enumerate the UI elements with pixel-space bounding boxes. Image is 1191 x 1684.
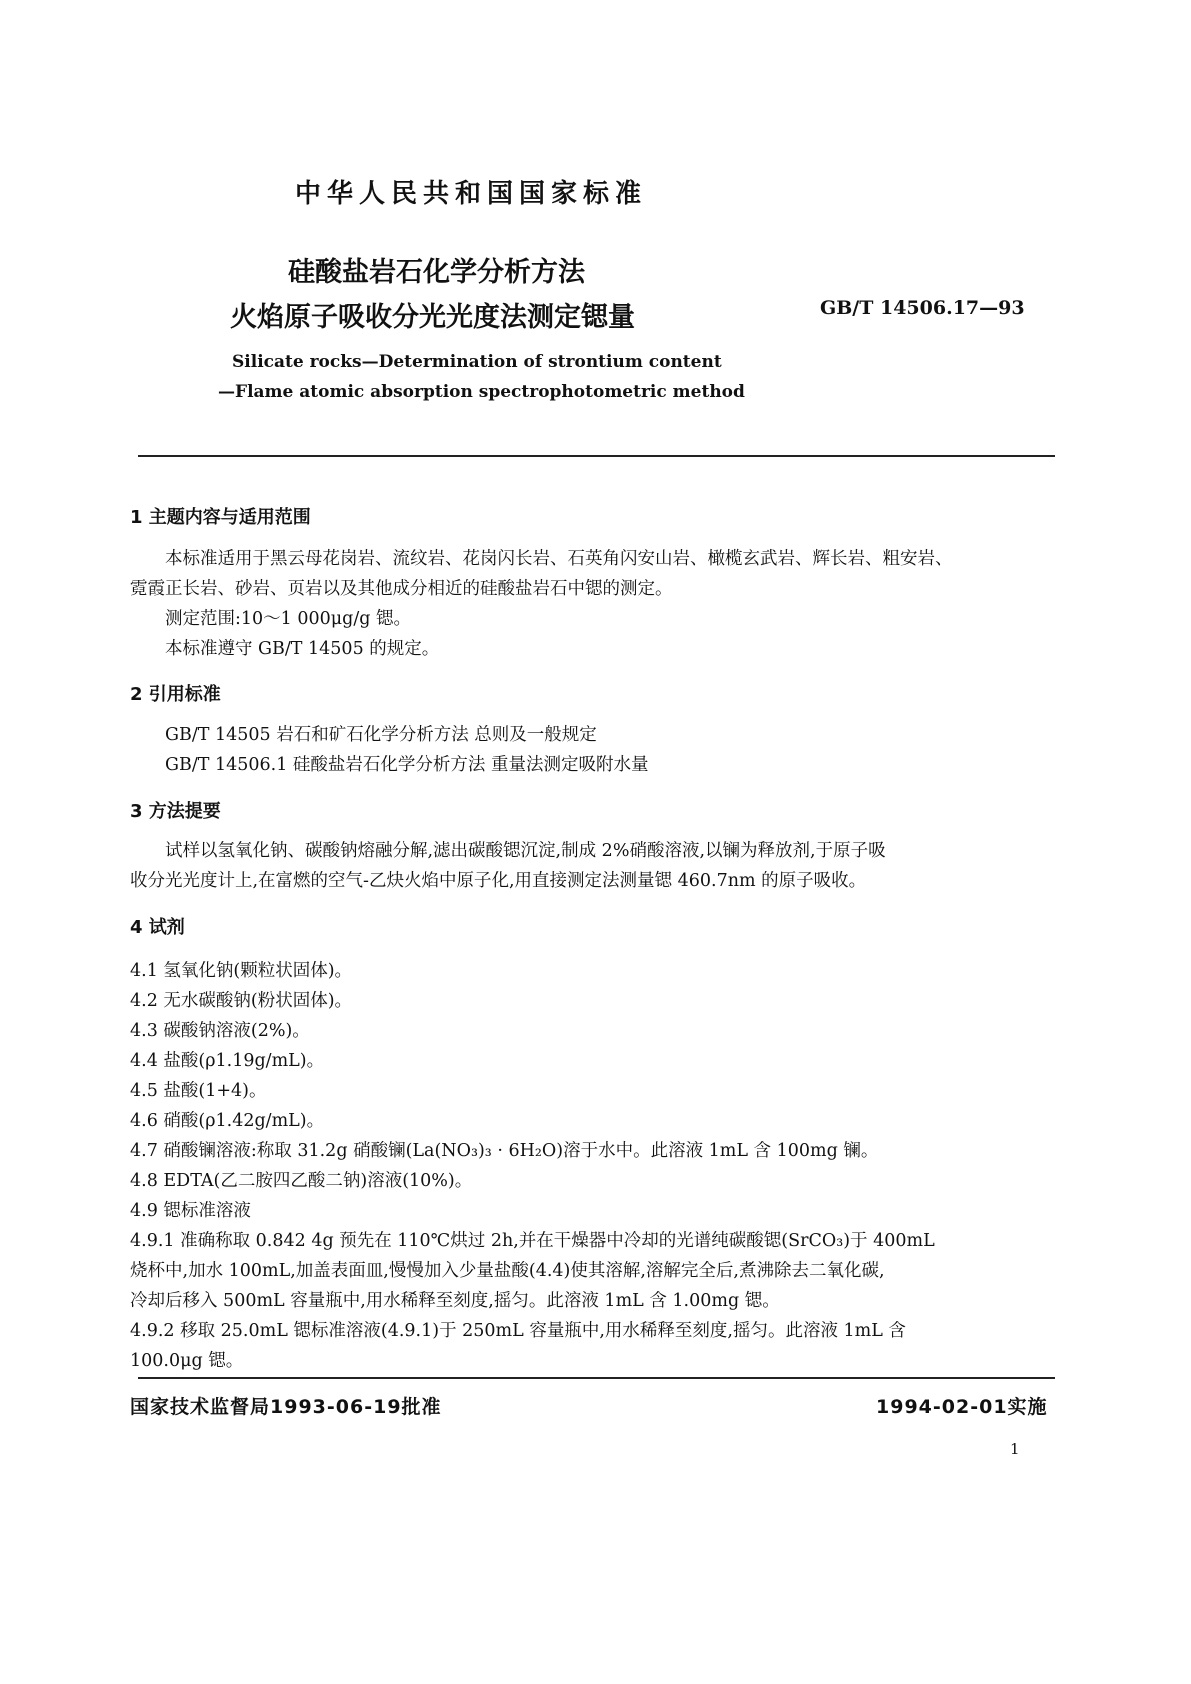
section-1-heading: 1 主题内容与适用范围 xyxy=(130,507,311,528)
section-4-heading: 4 试剂 xyxy=(130,917,185,938)
section-1-compliance: 本标准遵守 GB/T 14505 的规定。 xyxy=(165,639,440,659)
reagent-item: 4.8 EDTA(乙二胺四乙酸二钠)溶液(10%)。 xyxy=(130,1171,473,1191)
reagent-item: 4.7 硝酸镧溶液:称取 31.2g 硝酸镧(La(NO₃)₃ · 6H₂O)溶于水中。此溶液 1mL 含 100mg 镧。 xyxy=(130,1141,879,1161)
reagent-item: 4.5 盐酸(1+4)。 xyxy=(130,1081,267,1101)
section-3-para-line2: 收分光光度计上,在富燃的空气-乙炔火焰中原子化,用直接测定法测量锶 460.7nm 的原子吸收。 xyxy=(130,871,867,891)
item-4-9-2-line1: 4.9.2 移取 25.0mL 锶标准溶液(4.9.1)于 250mL 容量瓶中,用水稀释至刻度,摇匀。此溶液 1mL 含 xyxy=(130,1321,906,1341)
reagent-item: 4.6 硝酸(ρ1.42g/mL)。 xyxy=(130,1111,325,1131)
item-4-9-1-line1: 4.9.1 准确称取 0.842 4g 预先在 110℃烘过 2h,并在干燥器中冷却的光谱纯碳酸锶(SrCO₃)于 400mL xyxy=(130,1231,935,1251)
footer-divider xyxy=(138,1377,1055,1379)
page-number: 1 xyxy=(1010,1440,1020,1458)
item-4-9-1-line2: 烧杯中,加水 100mL,加盖表面皿,慢慢加入少量盐酸(4.4)使其溶解,溶解完全后,煮沸除去二氧化碳, xyxy=(130,1261,885,1281)
section-3-para-line1: 试样以氢氧化钠、碳酸钠熔融分解,滤出碳酸锶沉淀,制成 2%硝酸溶液,以镧为释放剂,于原子吸 xyxy=(165,841,886,861)
reagent-item: 4.9 锶标准溶液 xyxy=(130,1201,251,1221)
reference-2: GB/T 14506.1 硅酸盐岩石化学分析方法 重量法测定吸附水量 xyxy=(165,755,649,775)
section-1-para-line1: 本标准适用于黑云母花岗岩、流纹岩、花岗闪长岩、石英角闪安山岩、橄榄玄武岩、辉长岩、粗安岩、 xyxy=(165,549,953,569)
document-title-line2: 火焰原子吸收分光光度法测定锶量 xyxy=(230,302,635,333)
reagent-item: 4.2 无水碳酸钠(粉状固体)。 xyxy=(130,991,353,1011)
section-2-heading: 2 引用标准 xyxy=(130,684,221,705)
national-standard-heading: 中华人民共和国国家标准 xyxy=(295,179,648,209)
item-4-9-1-line3: 冷却后移入 500mL 容量瓶中,用水稀释至刻度,摇匀。此溶液 1mL 含 1.00mg 锶。 xyxy=(130,1291,780,1311)
english-title-line1: Silicate rocks—Determination of strontium content xyxy=(232,352,722,372)
document-title-line1: 硅酸盐岩石化学分析方法 xyxy=(288,257,585,288)
implementation-line: 1994-02-01实施 xyxy=(876,1396,1048,1418)
reagent-item: 4.3 碳酸钠溶液(2%)。 xyxy=(130,1021,310,1041)
section-1-range: 测定范围:10～1 000μg/g 锶。 xyxy=(165,609,411,629)
section-1-para-line2: 霓霞正长岩、砂岩、页岩以及其他成分相近的硅酸盐岩石中锶的测定。 xyxy=(130,579,673,599)
approval-line: 国家技术监督局1993-06-19批准 xyxy=(130,1396,442,1418)
reagent-item: 4.1 氢氧化钠(颗粒状固体)。 xyxy=(130,961,353,981)
header-divider xyxy=(138,455,1055,457)
english-title-line2: —Flame atomic absorption spectrophotometric method xyxy=(218,382,745,402)
item-4-9-2-line2: 100.0μg 锶。 xyxy=(130,1351,244,1371)
reagent-item: 4.4 盐酸(ρ1.19g/mL)。 xyxy=(130,1051,325,1071)
standard-number: GB/T 14506.17—93 xyxy=(820,297,1025,319)
reference-1: GB/T 14505 岩石和矿石化学分析方法 总则及一般规定 xyxy=(165,725,597,745)
section-3-heading: 3 方法提要 xyxy=(130,801,221,822)
